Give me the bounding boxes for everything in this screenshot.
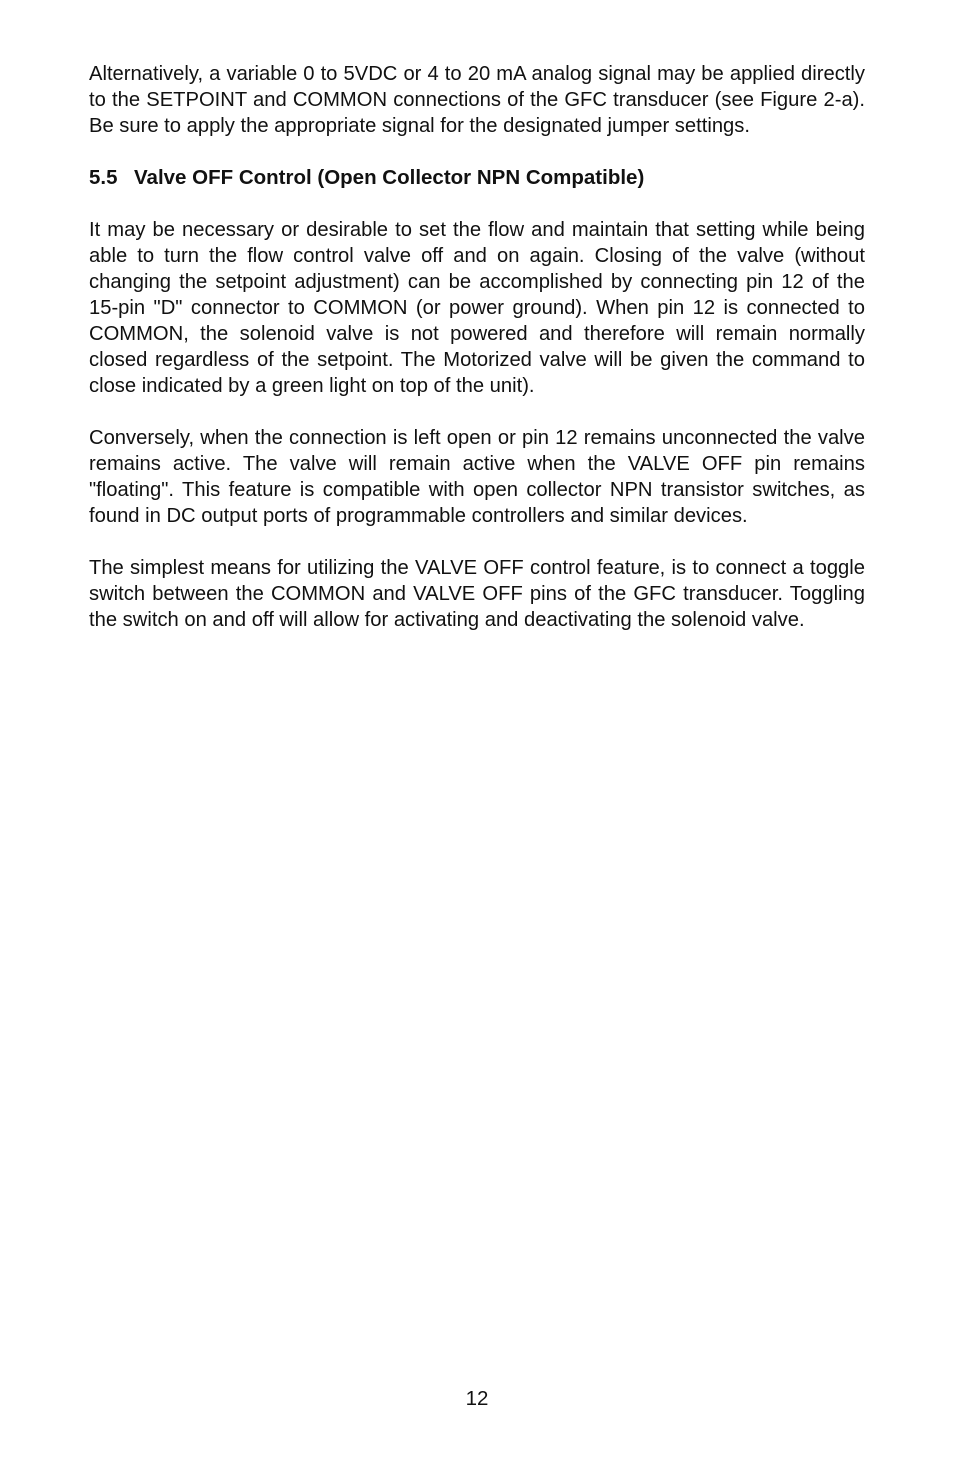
section-heading	[89, 165, 865, 191]
paragraph-toggle-switch: The simplest means for utilizing the VALVE OFF control feature, is to connect a toggle switch between the COMMON and VALVE OFF pins of the GFC transducer. Toggling the switch on and off will allow for activating and deactivating the solenoid valve.	[89, 557, 865, 631]
section-title: Valve OFF Control (Open Collector NPN Compatible)	[134, 166, 645, 189]
paragraph-analog-signal: Alternatively, a variable 0 to 5VDC or 4 to 20 mA analog signal may be applied directly to the SETPOINT and COMMON connections of the GFC transducer (see Figure 2-a). Be sure to apply the appropriate signal for the designated jumper settings.	[89, 63, 865, 137]
paragraph-valve-off-intro: It may be necessary or desirable to set the flow and maintain that setting while being able to turn the flow control valve off and on again. Closing of the valve (without changing the setpoint adjustment) can be accomplished by connecting pin 12 of the 15-pin "D" connector to COMMON (or power ground). When pin 12 is connected to COMMON, the solenoid valve is not powered and therefore will remain normally closed regardless of the setpoint. The Motorized valve will be given the command to close indicated by a green light on top of the unit).	[89, 219, 865, 397]
page-number: 12	[465, 1387, 489, 1410]
document-page	[89, 61, 865, 633]
section-number: 5.5	[89, 166, 118, 189]
paragraph-valve-active: Conversely, when the connection is left open or pin 12 remains unconnected the valve remains active. The valve will remain active when the VALVE OFF pin remains "floating". This feature is compatible with open collector NPN transistor switches, as found in DC output ports of programmable controllers and similar devices.	[89, 427, 865, 527]
